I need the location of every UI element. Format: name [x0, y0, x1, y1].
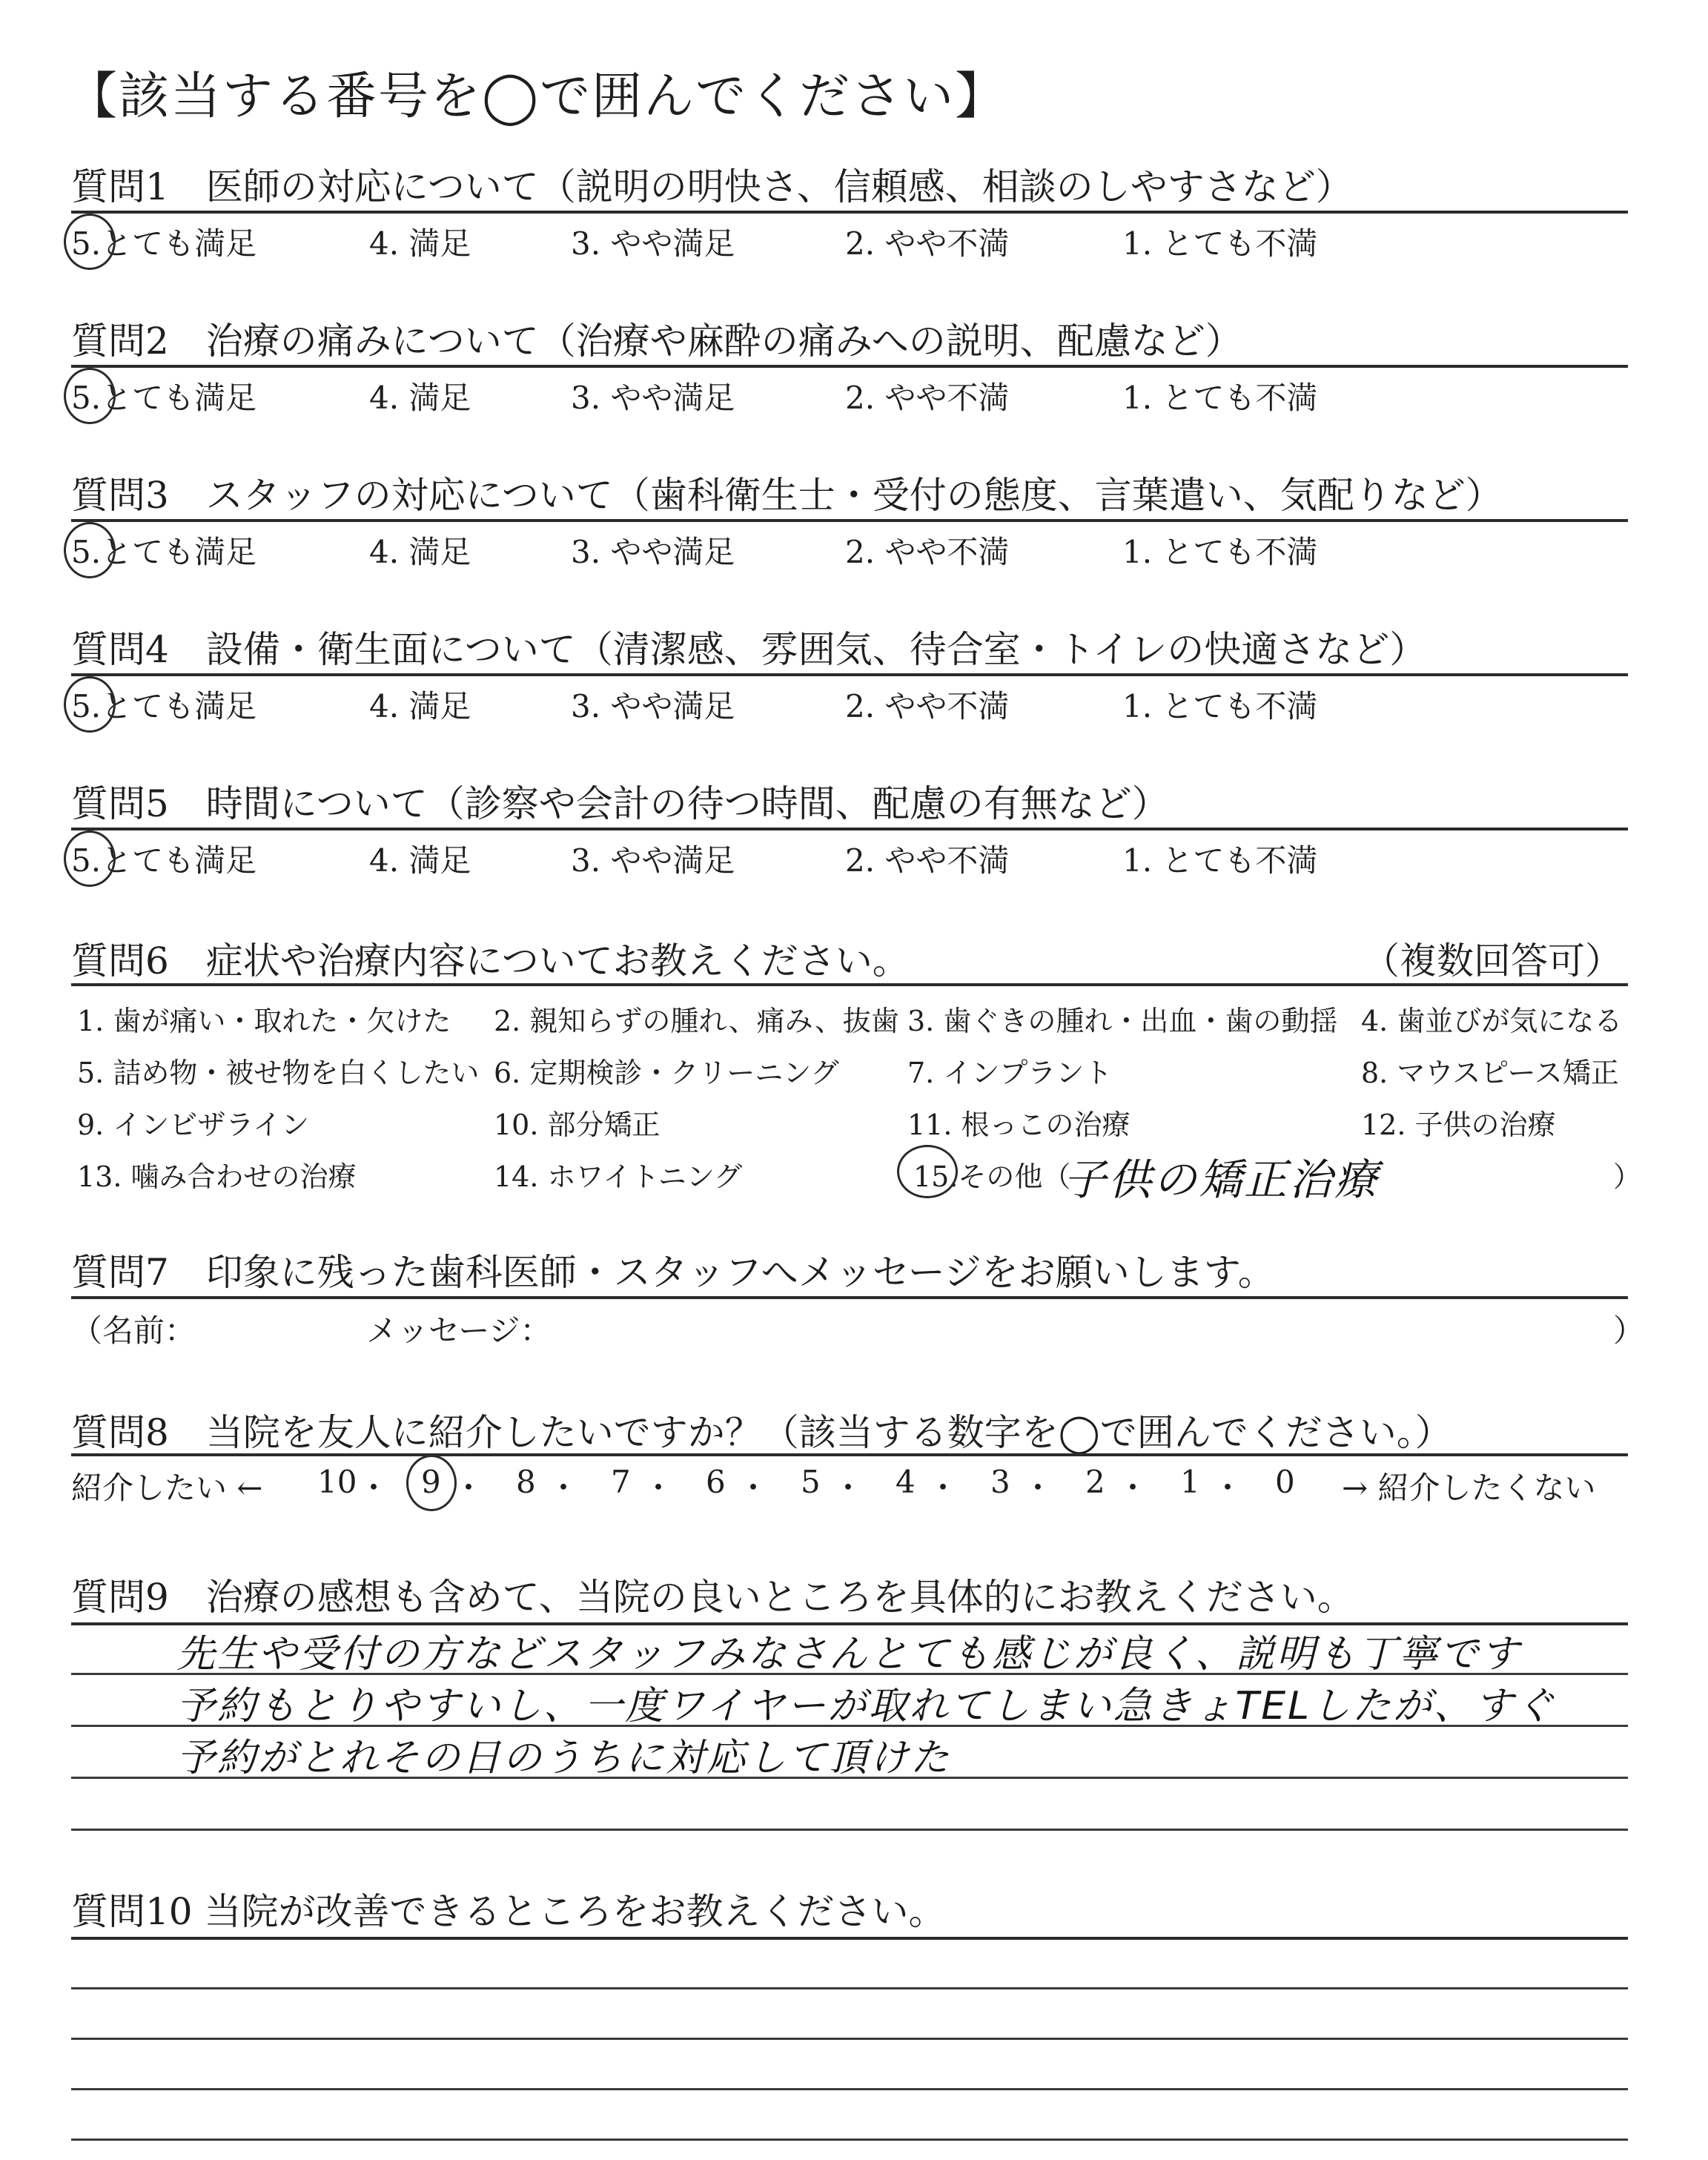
selection-circle	[64, 368, 116, 424]
q4-option-2[interactable]: 2. やや不満	[845, 688, 1010, 724]
q8-right-label: → 紹介したくない	[1342, 1470, 1596, 1506]
q9-answer-line-2: 予約もとりやすいし、一度ワイヤーが取れてしまい急きょTELしたが、すぐ	[176, 1684, 1557, 1728]
selection-circle	[64, 830, 116, 887]
q8-rule	[71, 1453, 1628, 1456]
q3-option-5[interactable]: 5.とても満足	[71, 534, 257, 570]
q8-number-8[interactable]: 8	[516, 1464, 536, 1500]
q8-number-10[interactable]: 10	[317, 1464, 357, 1500]
q3-rule	[71, 519, 1628, 522]
q6-rule	[71, 983, 1628, 986]
q6-title: 質問6 症状や治療内容についてお教えください。	[71, 939, 910, 982]
q6-option-12[interactable]: 12. 子供の治療	[1361, 1109, 1556, 1141]
q1-option-3[interactable]: 3. やや満足	[571, 225, 735, 262]
q9-title: 質問9 治療の感想も含めて、当院の良いところを具体的にお教えください。	[71, 1576, 1354, 1619]
q4-title: 質問4 設備・衛生面について（清潔感、雰囲気、待合室・トイレの快適さなど）	[71, 628, 1427, 671]
q2-rule	[71, 365, 1628, 368]
page-header: 【該当する番号を◯で囲んでください】	[67, 67, 1007, 126]
q1-rule	[71, 211, 1628, 214]
q2-option-4[interactable]: 4. 満足	[369, 380, 471, 416]
q8-separator: ・	[1212, 1470, 1244, 1506]
selection-circle	[406, 1455, 457, 1511]
q6-option-5[interactable]: 5. 詰め物・被せ物を白くしたい	[77, 1057, 480, 1089]
q3-title: 質問3 スタッフの対応について（歯科衛生士・受付の態度、言葉遣い、気配りなど）	[71, 474, 1503, 517]
q10-title: 質問10 当院が改善できるところをお教えください。	[71, 1890, 946, 1933]
q5-option-3[interactable]: 3. やや満足	[571, 842, 735, 879]
q5-option-5[interactable]: 5.とても満足	[71, 842, 257, 879]
q1-option-1[interactable]: 1. とても不満	[1122, 225, 1318, 262]
q8-number-5[interactable]: 5	[801, 1464, 821, 1500]
q8-separator: ・	[833, 1470, 864, 1506]
q4-rule	[71, 673, 1628, 676]
q7-message-label: メッセージ：	[366, 1312, 552, 1349]
q2-option-5[interactable]: 5.とても満足	[71, 380, 257, 416]
q8-number-1[interactable]: 1	[1180, 1464, 1200, 1500]
q8-number-9[interactable]: 9	[421, 1464, 441, 1500]
q2-option-1[interactable]: 1. とても不満	[1122, 380, 1318, 416]
q5-option-2[interactable]: 2. やや不満	[845, 842, 1010, 879]
q6-option-3[interactable]: 3. 歯ぐきの腫れ・出血・歯の動揺	[907, 1005, 1338, 1037]
q7-close: ）	[1613, 1312, 1645, 1349]
q10-rule-3	[71, 2038, 1628, 2040]
q8-number-3[interactable]: 3	[990, 1464, 1010, 1500]
q8-separator: ・	[1117, 1470, 1149, 1506]
selection-circle	[64, 214, 116, 270]
q9-answer-line-1: 先生や受付の方などスタッフみなさんとても感じが良く、説明も丁寧です	[176, 1632, 1521, 1677]
q9-answer-line-3: 予約がとれその日のうちに対応して頂けた	[176, 1736, 952, 1780]
q10-rule-2	[71, 1987, 1628, 1989]
q6-option-4[interactable]: 4. 歯並びが気になる	[1361, 1005, 1623, 1037]
q8-separator: ・	[738, 1470, 769, 1506]
q1-option-5[interactable]: 5.とても満足	[71, 225, 257, 262]
q7-title: 質問7 印象に残った歯科医師・スタッフへメッセージをお願いします。	[71, 1251, 1275, 1294]
q1-option-2[interactable]: 2. やや不満	[845, 225, 1010, 262]
q3-option-3[interactable]: 3. やや満足	[571, 534, 735, 570]
selection-circle	[64, 676, 116, 733]
q8-number-0[interactable]: 0	[1275, 1464, 1295, 1500]
q6-option-7[interactable]: 7. インプラント	[907, 1057, 1113, 1089]
q8-separator: ・	[1022, 1470, 1054, 1506]
q6-option-10[interactable]: 10. 部分矯正	[494, 1109, 661, 1141]
q6-option-15[interactable]: 15.その他（	[913, 1160, 1071, 1193]
q8-separator: ・	[358, 1470, 390, 1506]
q6-option-1[interactable]: 1. 歯が痛い・取れた・欠けた	[77, 1005, 451, 1037]
q2-title: 質問2 治療の痛みについて（治療や麻酔の痛みへの説明、配慮など）	[71, 320, 1242, 363]
selection-circle	[64, 522, 116, 578]
q6-option-13[interactable]: 13. 噛み合わせの治療	[77, 1160, 357, 1193]
q8-number-4[interactable]: 4	[896, 1464, 916, 1500]
q6-other-close: ）	[1613, 1160, 1642, 1193]
selection-circle	[897, 1145, 958, 1198]
q6-other-text: 子供の矯正治療	[1063, 1155, 1380, 1205]
q1-title: 質問1 医師の対応について（説明の明快さ、信頼感、相談のしやすさなど）	[71, 165, 1353, 208]
q3-option-1[interactable]: 1. とても不満	[1122, 534, 1318, 570]
q2-option-3[interactable]: 3. やや満足	[571, 380, 735, 416]
q3-option-2[interactable]: 2. やや不満	[845, 534, 1010, 570]
q8-separator: ・	[643, 1470, 675, 1506]
q8-number-7[interactable]: 7	[611, 1464, 631, 1500]
q9-rule-5	[71, 1829, 1628, 1831]
q6-option-6[interactable]: 6. 定期検診・クリーニング	[494, 1057, 839, 1089]
q8-separator: ・	[548, 1470, 580, 1506]
q4-option-5[interactable]: 5.とても満足	[71, 688, 257, 724]
q8-number-6[interactable]: 6	[706, 1464, 726, 1500]
q1-option-4[interactable]: 4. 満足	[369, 225, 471, 262]
q6-option-8[interactable]: 8. マウスピース矯正	[1361, 1057, 1619, 1089]
q5-title: 質問5 時間について（診察や会計の待つ時間、配慮の有無など）	[71, 782, 1169, 825]
q10-rule-5	[71, 2138, 1628, 2141]
q6-option-14[interactable]: 14. ホワイトニング	[494, 1160, 743, 1193]
q8-number-2[interactable]: 2	[1085, 1464, 1105, 1500]
q8-title: 質問8 当院を友人に紹介したいですか？（該当する数字を◯で囲んでください。）	[71, 1411, 1452, 1454]
q8-separator: ・	[453, 1470, 485, 1506]
q7-name-label: （名前：	[71, 1312, 196, 1349]
q5-option-1[interactable]: 1. とても不満	[1122, 842, 1318, 879]
q6-option-9[interactable]: 9. インビザライン	[77, 1109, 310, 1141]
q3-option-4[interactable]: 4. 満足	[369, 534, 471, 570]
q5-option-4[interactable]: 4. 満足	[369, 842, 471, 879]
q7-rule	[71, 1296, 1628, 1299]
q8-separator: ・	[927, 1470, 959, 1506]
q4-option-1[interactable]: 1. とても不満	[1122, 688, 1318, 724]
q6-option-2[interactable]: 2. 親知らずの腫れ、痛み、抜歯	[494, 1005, 899, 1037]
q5-rule	[71, 828, 1628, 830]
q4-option-4[interactable]: 4. 満足	[369, 688, 471, 724]
q6-note: （複数回答可）	[1363, 939, 1622, 982]
q10-rule-4	[71, 2088, 1628, 2090]
q4-option-3[interactable]: 3. やや満足	[571, 688, 735, 724]
q10-rule-1	[71, 1937, 1628, 1940]
q2-option-2[interactable]: 2. やや不満	[845, 380, 1010, 416]
q6-option-11[interactable]: 11. 根っこの治療	[907, 1109, 1131, 1141]
q8-left-label: 紹介したい ←	[71, 1470, 263, 1506]
